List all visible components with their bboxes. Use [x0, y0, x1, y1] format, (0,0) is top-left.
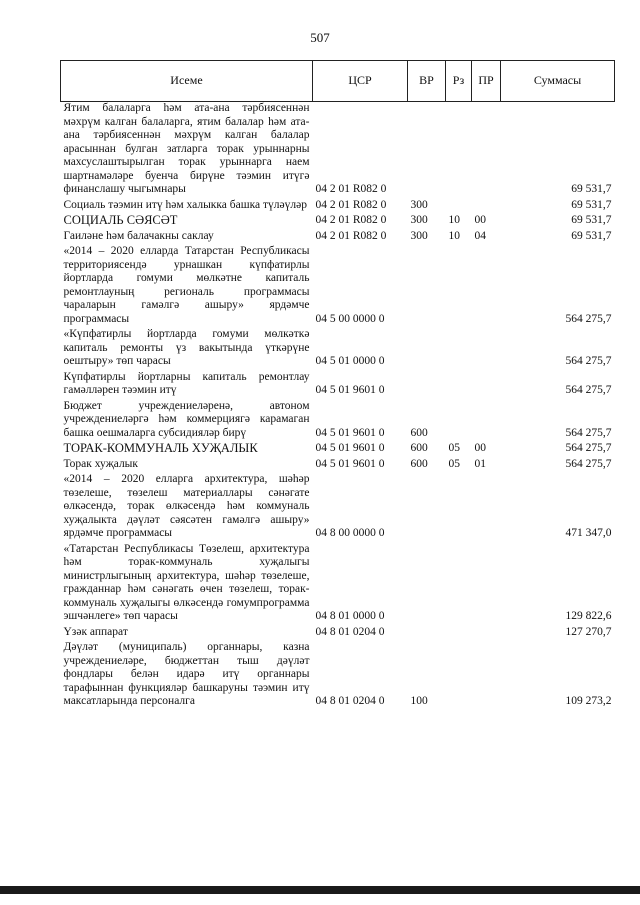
row-vr — [408, 473, 446, 543]
row-name: Ятим балаларга һәм ата-ана тәрбиясеннән мәхрүм калган балаларга, ятим балалар һәм ата-ана тәрбиясеннән мәхрүм калган балалар арасыннан булган затларга торак урыннарны махсуслаштырылган торак урыннарга наем шартнамәләре буенча бирүне тәэмин итүгә финанслашу чыгымнары — [63, 102, 310, 195]
row-sum: 564 275,7 — [565, 312, 612, 325]
row-name: ТОРАК-КОММУНАЛЬ ХУҖАЛЫК — [63, 441, 258, 455]
row-vr — [408, 102, 446, 199]
row-pr — [472, 199, 501, 215]
row-name: Социаль тәэмин итү һәм халыкка башка түләүләр — [63, 198, 307, 211]
row-sum: 69 531,7 — [571, 214, 612, 226]
row-csr: 04 8 01 0204 0 — [315, 625, 385, 638]
table-row — [61, 543, 615, 626]
row-rz — [446, 371, 472, 400]
row-pr: 00 — [474, 442, 486, 454]
row-vr — [408, 543, 446, 626]
budget-table — [60, 60, 615, 711]
table-row — [61, 400, 615, 443]
row-rz — [446, 199, 472, 215]
row-pr — [472, 543, 501, 626]
row-name: Дәүләт (муниципаль) органнары, казна учреждениеләре, бюджеттан тыш дәүләт фондлары белән идарә итү органнары тарафыннан функцияләр башкаруны тәэмин итү максатларында персоналга — [63, 641, 310, 707]
row-csr: 04 8 01 0204 0 — [315, 695, 385, 707]
row-name: Гаиләне һәм балачакны саклау — [63, 229, 214, 242]
table-row — [61, 230, 615, 246]
row-name: СОЦИАЛЬ СӘЯСӘТ — [63, 213, 178, 227]
row-name: Торак хуҗалык — [63, 457, 138, 470]
row-sum: 69 531,7 — [571, 183, 612, 195]
row-rz — [446, 400, 472, 443]
row-name: Күпфатирлы йортларны капиталь ремонтлау гамәлләрен тәэмин итү — [63, 370, 310, 396]
table-body — [61, 102, 615, 711]
table-row — [61, 199, 615, 215]
row-name: «Татарстан Республикасы Төзелеш, архитектура һәм торак-коммуналь хуҗалыгы министрлыгының архитектура, шәһәр төзелеше, гражданнар һәм сәнәгать өчен төзелеш, торак-коммуналь хуҗалыгы өлкәсендә гомумпрограмма эшчәнлеге» төп чарасы — [63, 542, 310, 622]
row-vr — [408, 245, 446, 328]
row-sum: 109 273,2 — [565, 695, 612, 707]
row-vr — [408, 328, 446, 371]
table-row — [61, 328, 615, 371]
row-csr: 04 2 01 R082 0 — [315, 198, 387, 211]
row-rz — [446, 641, 472, 711]
row-sum: 564 275,7 — [565, 355, 612, 367]
row-vr: 600 — [410, 426, 428, 439]
row-name: «Күпфатирлы йортларда гомуми мөлкәткә капиталь ремонты үз вакытында үткәрүне оештыру» төп чарасы — [63, 328, 310, 367]
row-pr — [472, 245, 501, 328]
row-rz: 10 — [448, 214, 460, 226]
row-vr: 300 — [410, 214, 428, 226]
row-pr — [472, 626, 501, 642]
row-rz: 10 — [448, 229, 460, 242]
table-header — [61, 61, 615, 102]
page-number: 507 — [310, 30, 330, 45]
col-header-vr: ВР — [408, 61, 446, 102]
table-row — [61, 458, 615, 474]
row-name: «2014 – 2020 елларда Татарстан Республикасы территориясендә урнашкан күпфатирлы йортларда гомуми мөлкәтне капиталь ремонтлауның региональ программасы чараларын гамәлгә ашыру» ярдәмче программасы — [63, 245, 310, 325]
row-vr: 300 — [410, 198, 428, 211]
table-row — [61, 371, 615, 400]
row-name: «2014 – 2020 елларга архитектура, шәһәр төзелеше, төзелеш материаллары сәнәгате өлкәсендә, торак өлкәсендә һәм коммуналь хуҗалыкта дәүләт сәясәтен гамәлгә ашыру» ярдәмче программасы — [63, 473, 310, 539]
row-sum: 564 275,7 — [565, 384, 612, 396]
row-csr: 04 8 01 0000 0 — [315, 610, 385, 622]
row-rz: 05 — [448, 442, 460, 454]
row-csr: 04 5 01 9601 0 — [315, 442, 385, 454]
row-rz — [446, 626, 472, 642]
row-pr — [472, 641, 501, 711]
row-csr: 04 5 01 9601 0 — [315, 384, 385, 396]
row-rz — [446, 245, 472, 328]
row-csr: 04 2 01 R082 0 — [315, 214, 387, 226]
row-pr — [472, 102, 501, 199]
row-sum: 129 822,6 — [565, 610, 612, 622]
row-pr: 01 — [474, 457, 486, 470]
row-pr: 00 — [474, 214, 486, 226]
row-csr: 04 8 00 0000 0 — [315, 527, 385, 539]
row-csr: 04 5 00 0000 0 — [315, 312, 385, 325]
table-row — [61, 102, 615, 199]
row-csr: 04 5 01 9601 0 — [315, 426, 385, 439]
row-name: Үзәк аппарат — [63, 625, 128, 638]
row-vr — [408, 371, 446, 400]
row-vr: 600 — [410, 442, 428, 454]
row-csr: 04 5 01 0000 0 — [315, 355, 385, 367]
row-pr — [472, 473, 501, 543]
row-sum: 69 531,7 — [571, 229, 612, 242]
table-row — [61, 626, 615, 642]
row-sum: 471 347,0 — [565, 527, 612, 539]
row-rz: 05 — [448, 457, 460, 470]
table-row — [61, 641, 615, 711]
row-vr: 100 — [410, 695, 428, 707]
col-header-rz: Рз — [446, 61, 472, 102]
row-rz — [446, 102, 472, 199]
row-rz — [446, 473, 472, 543]
row-pr: 04 — [474, 229, 486, 242]
col-header-csr: ЦСР — [313, 61, 408, 102]
row-sum: 564 275,7 — [565, 426, 612, 439]
row-csr: 04 5 01 9601 0 — [315, 457, 385, 470]
row-rz — [446, 328, 472, 371]
row-sum: 69 531,7 — [571, 198, 612, 211]
row-name: Бюджет учреждениеләренә, автоном учреждениеләргә һәм коммерциягә карамаган башка оешмаларга субсидияләр бирү — [63, 399, 310, 439]
row-csr: 04 2 01 R082 0 — [315, 229, 387, 242]
row-pr — [472, 328, 501, 371]
row-sum: 564 275,7 — [565, 457, 612, 470]
table-row — [61, 442, 615, 458]
row-vr: 300 — [410, 229, 428, 242]
col-header-pr: ПР — [472, 61, 501, 102]
col-header-name: Исеме — [61, 61, 313, 102]
row-sum: 127 270,7 — [565, 625, 612, 638]
row-pr — [472, 371, 501, 400]
row-sum: 564 275,7 — [565, 442, 612, 454]
table-row — [61, 214, 615, 230]
col-header-sum: Суммасы — [501, 61, 615, 102]
row-rz — [446, 543, 472, 626]
row-vr — [408, 626, 446, 642]
table-row — [61, 245, 615, 328]
bottom-scan-edge — [0, 886, 640, 894]
row-csr: 04 2 01 R082 0 — [315, 183, 387, 195]
table-row — [61, 473, 615, 543]
row-vr: 600 — [410, 457, 428, 470]
row-pr — [472, 400, 501, 443]
